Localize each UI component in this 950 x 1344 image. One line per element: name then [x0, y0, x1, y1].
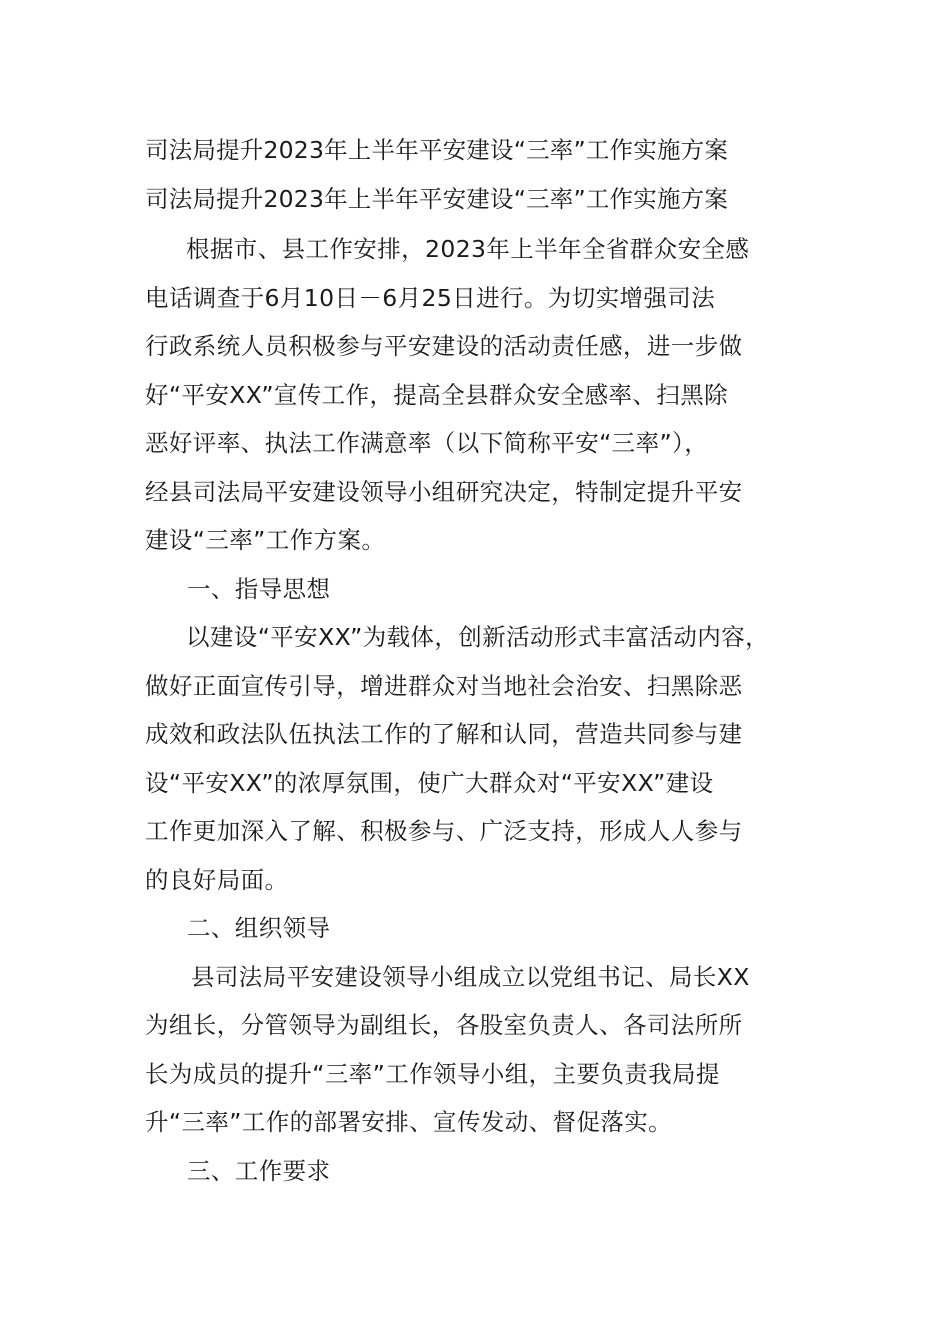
paragraph-line: 成效和政法队伍执法工作的了解和认同，营造共同参与建	[145, 720, 743, 748]
section1-paragraph	[145, 613, 815, 904]
paragraph-line: 的良好局面。	[145, 865, 289, 894]
paragraph-line: 好“平安XX”宣传工作，提高全县群众安全感率、扫黑除	[145, 380, 728, 409]
document-title-repeat: 司法局提升2023年上半年平安建设“三率”工作实施方案	[145, 184, 729, 213]
paragraph-line: 根据市、县工作安排，2023年上半年全省群众安全感	[186, 235, 750, 263]
paragraph-line: 升“三率”工作的部署安排、宣传发动、督促落实。	[145, 1108, 673, 1136]
intro-paragraph	[145, 225, 815, 565]
paragraph-line: 为组长，分管领导为副组长，各股室负责人、各司法所所	[145, 1011, 743, 1039]
document-title: 司法局提升2023年上半年平安建设“三率”工作实施方案	[145, 136, 729, 164]
section-heading-work-requirements: 三、工作要求	[187, 1156, 331, 1185]
section-heading-organization: 二、组织领导	[187, 914, 331, 942]
paragraph-line: 行政系统人员积极参与平安建设的活动责任感，进一步做	[145, 332, 743, 360]
paragraph-line: 工作更加深入了解、积极参与、广泛支持，形成人人参与	[145, 817, 743, 845]
document-body	[145, 126, 815, 1195]
paragraph-line: 做好正面宣传引导，增进群众对当地社会治安、扫黑除恶	[145, 671, 743, 700]
paragraph-line: 经县司法局平安建设领导小组研究决定，特制定提升平安	[145, 477, 743, 506]
section-heading-guiding-ideology: 一、指导思想	[187, 574, 331, 603]
paragraph-line: 恶好评率、执法工作满意率（以下简称平安“三率”），	[145, 429, 709, 457]
paragraph-line: 建设“三率”工作方案。	[145, 526, 386, 554]
paragraph-line: 县司法局平安建设领导小组成立以党组书记、局长XX	[191, 962, 750, 991]
paragraph-line: 以建设“平安XX”为载体，创新活动形式丰富活动内容，	[186, 623, 769, 651]
paragraph-line: 电话调查于6月10日－6月25日进行。为切实增强司法	[145, 283, 716, 312]
section2-paragraph	[145, 953, 815, 1147]
paragraph-line: 设“平安XX”的浓厚氛围，使广大群众对“平安XX”建设	[145, 768, 714, 797]
paragraph-line: 长为成员的提升“三率”工作领导小组，主要负责我局提	[145, 1059, 720, 1088]
